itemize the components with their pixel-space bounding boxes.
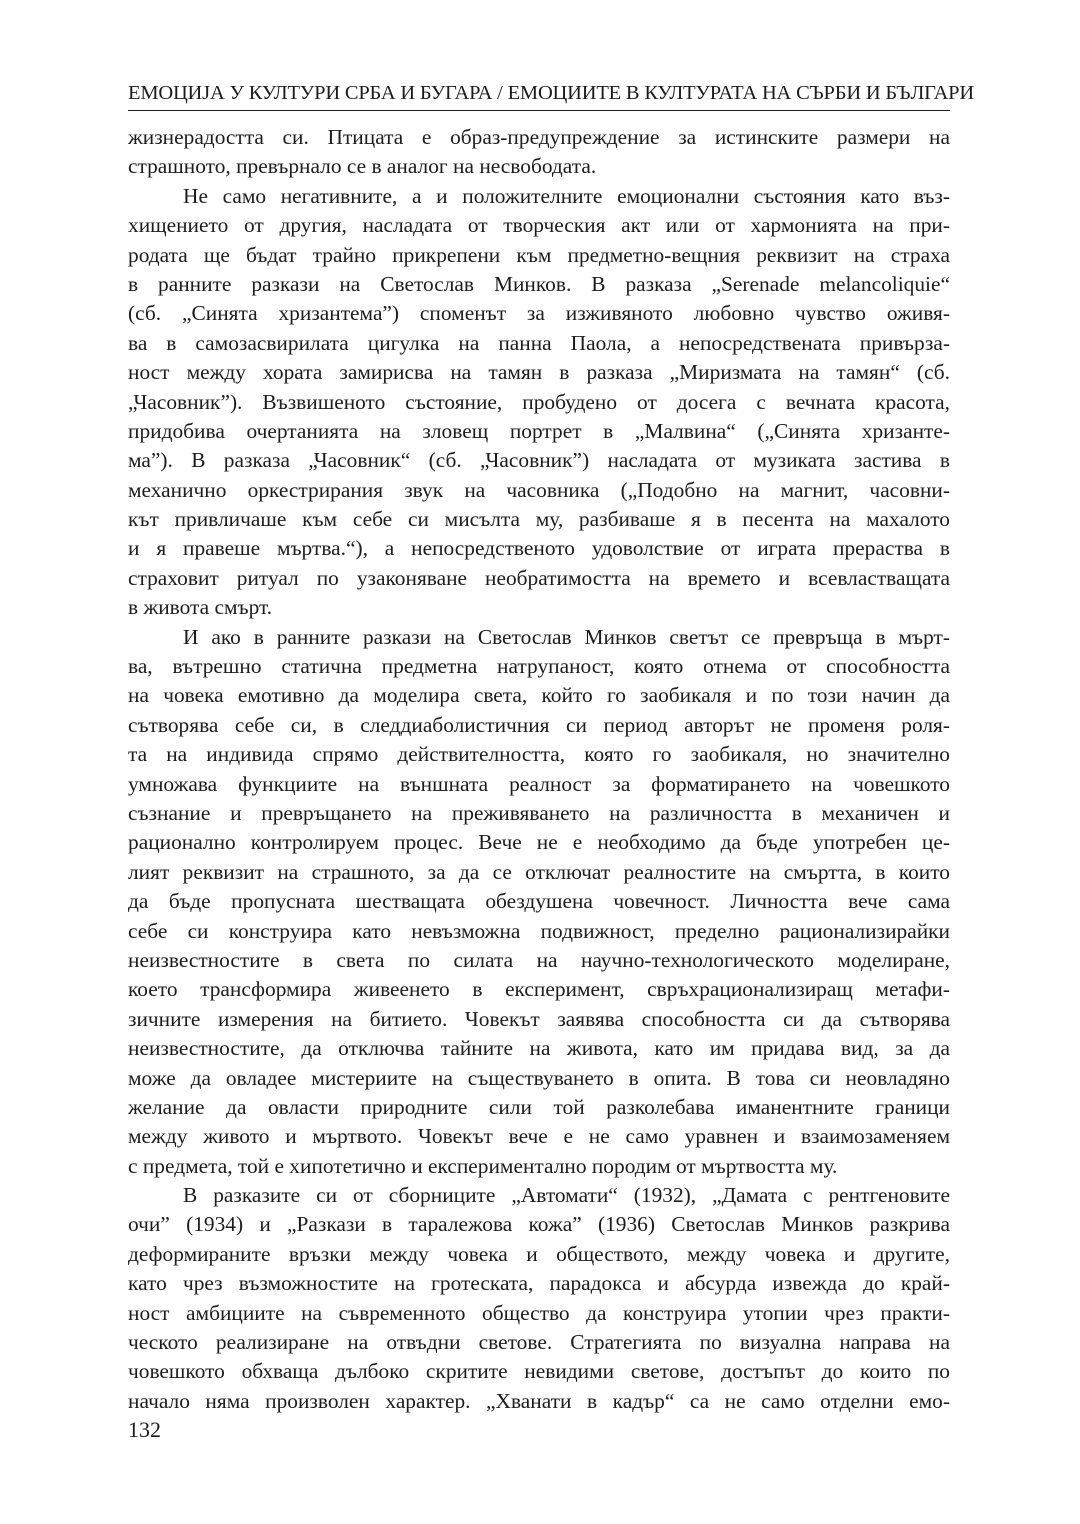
text-line: страховит ритуал по узаконяване необратимостта на времето и всевластващата: [128, 565, 950, 590]
text-line: ма”). В разказа „Часовник“ (сб. „Часовник”) насладата от музиката застива в: [128, 448, 950, 473]
text-line: хищението от другия, насладата от творческия акт или от хармонията на при-: [128, 213, 950, 238]
text-line: та на индивида спрямо действителността, която го заобикаля, но значително: [128, 742, 950, 767]
paragraph: [128, 1181, 950, 1416]
text-line: (сб. „Синята хризантема”) споменът за изживяното любовно чувство оживя-: [128, 301, 950, 326]
text-line: между живото и мъртвото. Човекът вече е не само уравнен и взаимозаменяем: [128, 1124, 950, 1149]
paragraph: [128, 123, 950, 182]
text-line: сътворява себе си, в следдиаболистичния си период авторът не променя роля-: [128, 712, 950, 737]
header-rule: [128, 110, 950, 111]
text-line: себе си конструира като невъзможна подвижност, пределно рационализирайки: [128, 918, 950, 943]
text-line: Не само негативните, а и положителните емоционални състояния като въз-: [183, 183, 950, 208]
text-line: В разказите си от сборниците „Автомати“ (1932), „Дамата с рентгеновите: [183, 1183, 950, 1208]
text-line: да бъде пропусната шестващата обездушена човечност. Личността вече сама: [128, 889, 950, 914]
text-line: съзнание и превръщането на преживяването на различността в механичен и: [128, 800, 950, 825]
text-line: кът привличаше към себе си мисълта му, разбиваше я в песента на махалото: [128, 507, 950, 532]
text-line: родата ще бъдат трайно прикрепени към предметно-вещния реквизит на страха: [128, 242, 950, 267]
paragraph: [128, 182, 950, 623]
text-line: очи” (1934) и „Разкази в таралежова кожа” (1936) Светослав Минков разкрива: [128, 1212, 950, 1237]
text-line: желание да овласти природните сили той разколебава иманентните граници: [128, 1094, 950, 1119]
text-line: ческото реализиране на отвъдни светове. Стратегията по визуална направа на: [128, 1330, 950, 1355]
text-line: И ако в ранните разкази на Светослав Минков светът се превръща в мърт-: [183, 624, 950, 649]
text-line: ва, вътрешно статична предметна натрупаност, която отнема от способността: [128, 654, 950, 679]
text-line: което трансформира живеенето в експеримент, свръхрационализиращ метафи-: [128, 977, 950, 1002]
page-number: 132: [128, 1417, 161, 1442]
text-line: „Часовник”). Възвишеното състояние, пробудено от досега с вечната красота,: [128, 389, 950, 414]
text-line: ност между хората замирисва на тамян в разказа „Миризмата на тамян“ (сб.: [128, 360, 950, 385]
text-line: в живота смърт.: [128, 595, 273, 620]
text-line: начало няма произволен характер. „Хванати в кадър“ са не само отделни емо-: [128, 1388, 950, 1413]
text-line: на човека емотивно да моделира света, който го заобикаля и по този начин да: [128, 683, 950, 708]
text-line: зичните измерения на битието. Човекът заявява способността си да сътворява: [128, 1006, 950, 1031]
text-line: ност амбициите на съвременното общество да конструира утопии чрез практи-: [128, 1300, 950, 1325]
text-line: може да овладее мистериите на съществуването в опита. В това си неовладяно: [128, 1065, 950, 1090]
text-line: неизвестностите, да отключва тайните на живота, като им придава вид, за да: [128, 1036, 950, 1061]
text-line: деформираните връзки между човека и обществото, между човека и другите,: [128, 1241, 950, 1266]
body-text: [128, 123, 950, 1416]
text-line: умножава функциите на външната реалност за форматирането на човешкото: [128, 771, 950, 796]
text-line: рационално контролируем процес. Вече не е необходимо да бъде употребен це-: [128, 830, 950, 855]
text-line: ва в самозасвирилата цигулка на панна Паола, а непосредствената привърза-: [128, 330, 950, 355]
text-line: лият реквизит на страшното, за да се отключат реалностите на смъртта, в които: [128, 859, 950, 884]
paragraph: [128, 623, 950, 1181]
text-line: неизвестностите в света по силата на научно-технологическото моделиране,: [128, 947, 950, 972]
text-line: страшното, превърнало се в аналог на несвободата.: [128, 154, 597, 179]
text-line: придобива очертанията на зловещ портрет в „Малвина“ („Синята хризанте-: [128, 418, 950, 443]
text-line: в ранните разкази на Светослав Минков. В разказа „Serenade melancoliquie“: [128, 271, 950, 296]
text-line: човешкото обхваща дълбоко скритите невидими светове, достъпът до които по: [128, 1359, 950, 1384]
text-line: и я правеше мъртва.“), а непосредственото удоволствие от играта прераства в: [128, 536, 950, 561]
text-line: като чрез възможностите на гротеската, парадокса и абсурда извежда до край-: [128, 1271, 950, 1296]
text-line: с предмета, той е хипотетично и експериментално породим от мъртвостта му.: [128, 1153, 838, 1178]
text-line: механично оркестрирания звук на часовника („Подобно на магнит, часовни-: [128, 477, 950, 502]
running-head: ЕМОЦИЈА У КУЛТУРИ СРБА И БУГАРА / ЕМОЦИИТЕ В КУЛТУРАТА НА СЪРБИ И БЪЛГАРИ: [128, 82, 974, 104]
text-line: жизнерадостта си. Птицата е образ-предупреждение за истинските размери на: [128, 125, 950, 149]
book-page: [128, 0, 974, 1524]
